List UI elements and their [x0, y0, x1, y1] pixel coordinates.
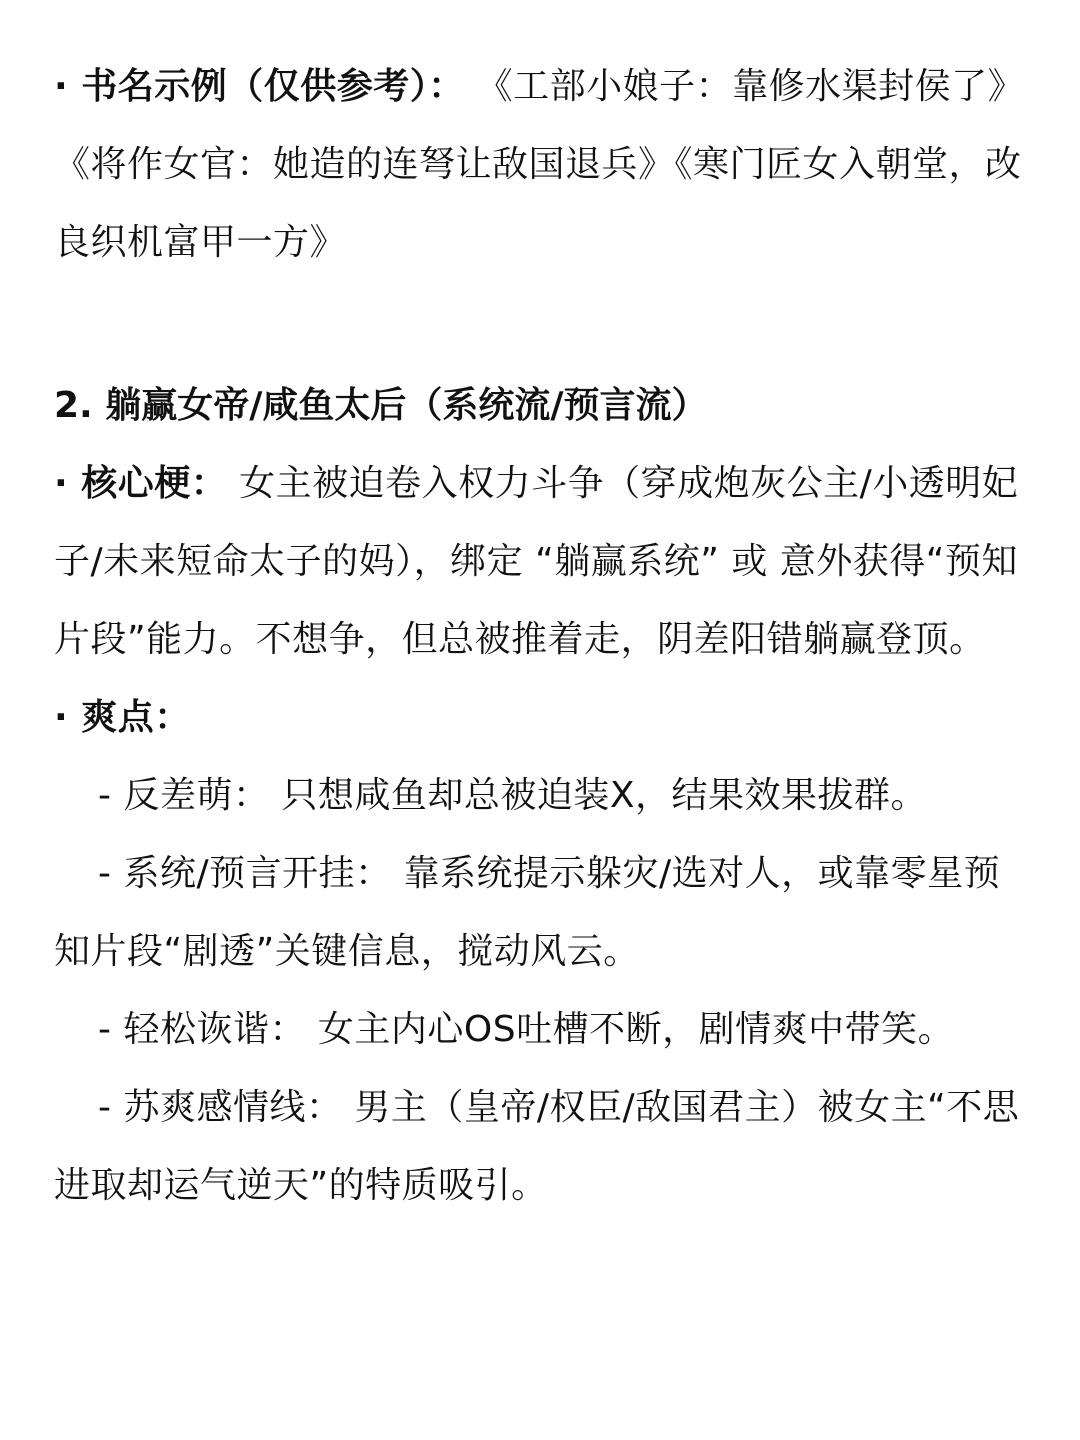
core-text: 女主被迫卷入权力斗争（穿成炮灰公主/小透明妃子/未来短命太子的妈），绑定 “躺赢系统” 或 意外获得“预知片段”能力。不想争，但总被推着走，阴差阳错躺赢登顶。 [54, 463, 1019, 660]
point-text: 男主（皇帝/权臣/敌国君主）被女主“不思进取却运气逆天”的特质吸引。 [54, 1087, 1020, 1206]
point-item [54, 757, 1026, 835]
dash: - [98, 775, 124, 816]
bullet: · [54, 463, 82, 504]
bullet: · [54, 697, 82, 738]
core-paragraph [54, 445, 1026, 679]
point-text: 靠系统提示躲灾/选对人，或靠零星预知片段“剧透”关键信息，搅动风云。 [54, 853, 1001, 972]
book-title-text: 《工部小娘子：靠修水渠封侯了》《将作女官：她造的连弩让敌国退兵》《寒门匠女入朝堂，改良织机富甲一方》 [54, 66, 1025, 263]
point-item [54, 991, 1026, 1069]
point-label: 轻松诙谐： [123, 1009, 306, 1050]
bullet: · [54, 66, 82, 107]
point-label: 苏爽感情线： [123, 1087, 343, 1128]
point-item [54, 835, 1026, 991]
point-label: 反差萌： [123, 775, 270, 816]
points-label: 爽点： [81, 697, 191, 738]
book-title-paragraph [54, 48, 1026, 282]
point-text: 女主内心OS吐槽不断，剧情爽中带笑。 [305, 1009, 955, 1050]
point-text: 只想咸鱼却总被迫装X，结果效果拔群。 [269, 775, 928, 816]
points-label-line [54, 679, 1026, 757]
point-item [54, 1069, 1026, 1225]
section-2 [54, 367, 1026, 1225]
book-title-label: 书名示例（仅供参考）： [81, 66, 465, 107]
dash: - [98, 1009, 124, 1050]
point-label: 系统/预言开挂： [123, 853, 392, 894]
book-title-examples [54, 48, 1026, 282]
section-heading: 2. 躺赢女帝/咸鱼太后（系统流/预言流） [54, 385, 708, 426]
core-label: 核心梗： [81, 463, 228, 504]
dash: - [98, 853, 124, 894]
dash: - [98, 1087, 124, 1128]
